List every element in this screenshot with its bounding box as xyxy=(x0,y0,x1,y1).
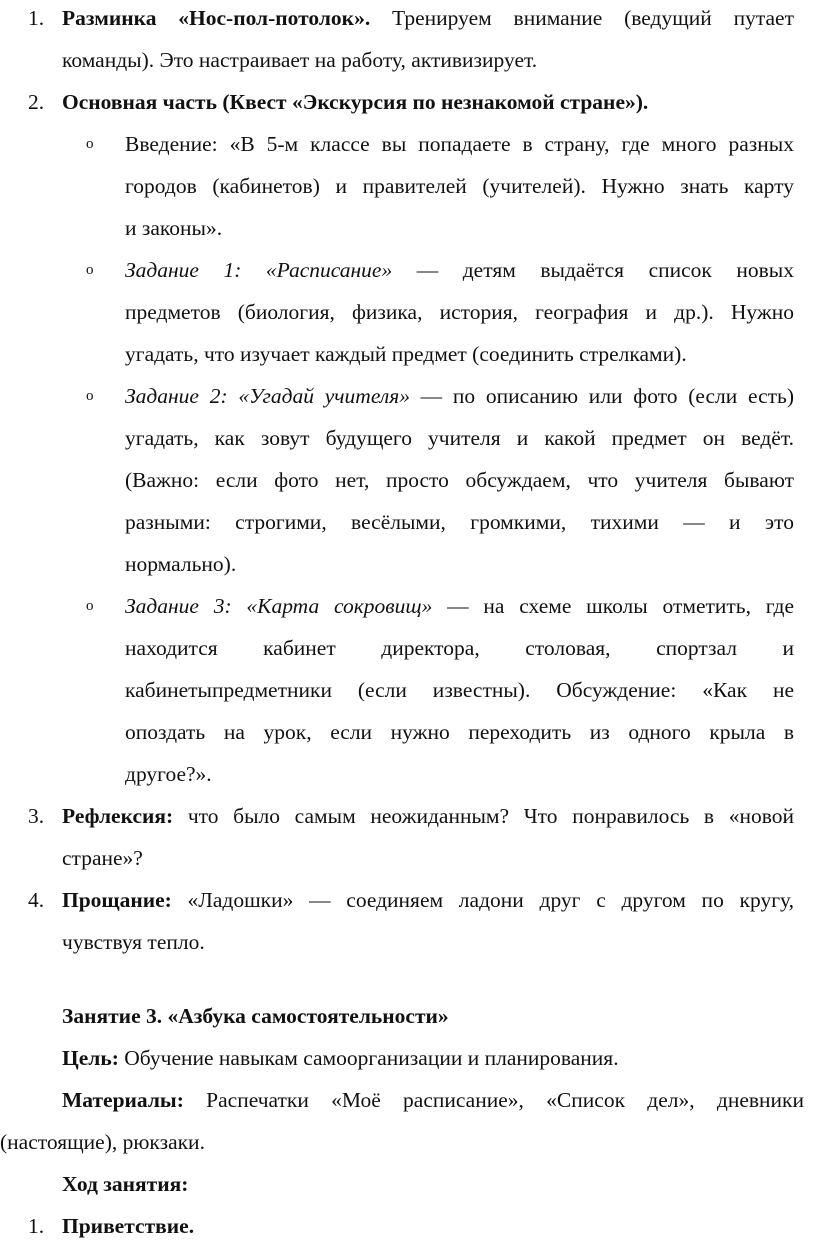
subitem-task2-line-2 xyxy=(0,424,816,452)
subitem-intro-line-1 xyxy=(0,130,816,158)
subitem-task3-line-5 xyxy=(0,760,816,788)
subitem-task3-line-1 xyxy=(0,592,816,620)
course-label: Ход занятия: xyxy=(62,1172,189,1196)
subitem-task2-line-1 xyxy=(0,382,816,410)
subitem-text: предметов (биология, физика, история, география и др.). Нужно xyxy=(125,300,794,324)
subitem-task3-line-4 xyxy=(0,718,816,746)
list-item-1-line-2 xyxy=(0,46,816,74)
bullet-icon: o xyxy=(86,388,94,404)
item-title: Основная часть (Квест «Экскурсия по незнакомой стране»). xyxy=(62,90,649,114)
item-text: Тренируем внимание (ведущий путает xyxy=(370,6,794,30)
item-title: Рефлексия: xyxy=(62,804,174,828)
subitem-text: угадать, что изучает каждый предмет (соединить стрелками). xyxy=(125,342,687,366)
subitem-text: разными: строгими, весёлыми, громкими, тихими — и это xyxy=(125,510,794,534)
list-item-4-line-1 xyxy=(0,886,816,914)
task-title: Задание 2: «Угадай учителя» xyxy=(125,384,410,408)
item-number: 1. xyxy=(28,1214,45,1238)
subitem-text: (Важно: если фото нет, просто обсуждаем, что учителя бывают xyxy=(125,468,794,492)
heading: Занятие 3. «Азбука самостоятельности» xyxy=(62,1004,449,1028)
materials-text: Распечатки «Моё расписание», «Список дел», дневники xyxy=(183,1088,804,1112)
item-number: 3. xyxy=(28,804,45,828)
subitem-text: — детям выдаётся список новых xyxy=(392,258,794,282)
bullet-icon: o xyxy=(86,262,94,278)
subitem-task2-line-4 xyxy=(0,508,816,536)
subitem-task1-line-3 xyxy=(0,340,816,368)
lesson-step-1 xyxy=(0,1212,816,1240)
subitem-text: городов (кабинетов) и правителей (учителей). Нужно знать карту xyxy=(125,174,794,198)
step-title: Приветствие. xyxy=(62,1214,195,1238)
subitem-text: Введение: «В 5-м классе вы попадаете в страну, где много разных xyxy=(125,132,794,156)
list-item-1-line-1 xyxy=(0,4,816,32)
subitem-task3-line-2 xyxy=(0,634,816,662)
subitem-text: — на схеме школы отметить, где xyxy=(432,594,794,618)
goal-label: Цель: xyxy=(62,1046,119,1070)
materials-text: (настоящие), рюкзаки. xyxy=(0,1130,205,1154)
item-title: Разминка «Нос-пол-потолок». xyxy=(62,6,371,30)
bullet-icon: o xyxy=(86,598,94,614)
subitem-intro-line-3 xyxy=(0,214,816,242)
list-item-4-line-2 xyxy=(0,928,816,956)
subitem-text: угадать, как зовут будущего учителя и какой предмет он ведёт. xyxy=(125,426,794,450)
list-item-3-line-1 xyxy=(0,802,816,830)
subitem-text: другое?». xyxy=(125,762,212,786)
materials-label: Материалы: xyxy=(62,1088,184,1112)
lesson-course xyxy=(0,1170,816,1198)
task-title: Задание 3: «Карта сокровищ» xyxy=(125,594,433,618)
item-text: чувствуя тепло. xyxy=(62,930,205,954)
subitem-text: кабинетыпредметники (если известны). Обсуждение: «Как не xyxy=(125,678,794,702)
subitem-text: находится кабинет директора, столовая, спортзал и xyxy=(125,636,794,660)
subitem-task3-line-3 xyxy=(0,676,816,704)
item-number: 1. xyxy=(28,6,45,30)
lesson-materials-line-2 xyxy=(0,1128,816,1156)
subitem-task1-line-1 xyxy=(0,256,816,284)
subitem-task1-line-2 xyxy=(0,298,816,326)
item-number: 4. xyxy=(28,888,45,912)
list-item-2-line-1 xyxy=(0,88,816,116)
subitem-intro-line-2 xyxy=(0,172,816,200)
item-title: Прощание: xyxy=(62,888,172,912)
subitem-text: опоздать на урок, если нужно переходить из одного крыла в xyxy=(125,720,794,744)
item-number: 2. xyxy=(28,90,45,114)
goal-text: Обучение навыкам самоорганизации и планирования. xyxy=(118,1046,619,1070)
item-text: команды). Это настраивает на работу, активизирует. xyxy=(62,48,538,72)
lesson-materials-line-1 xyxy=(0,1086,816,1114)
lesson-goal xyxy=(0,1044,816,1072)
bullet-icon: o xyxy=(86,136,94,152)
subitem-text: — по описанию или фото (если есть) xyxy=(409,384,794,408)
subitem-task2-line-5 xyxy=(0,550,816,578)
item-text: что было самым неожиданным? Что понравилось в «новой xyxy=(173,804,794,828)
subitem-text: нормально). xyxy=(125,552,237,576)
subitem-task2-line-3 xyxy=(0,466,816,494)
item-text: «Ладошки» — соединяем ладони друг с другом по кругу, xyxy=(171,888,794,912)
list-item-3-line-2 xyxy=(0,844,816,872)
item-text: стране»? xyxy=(62,846,143,870)
lesson-title xyxy=(0,1002,816,1030)
task-title: Задание 1: «Расписание» xyxy=(125,258,393,282)
subitem-text: и законы». xyxy=(125,216,223,240)
